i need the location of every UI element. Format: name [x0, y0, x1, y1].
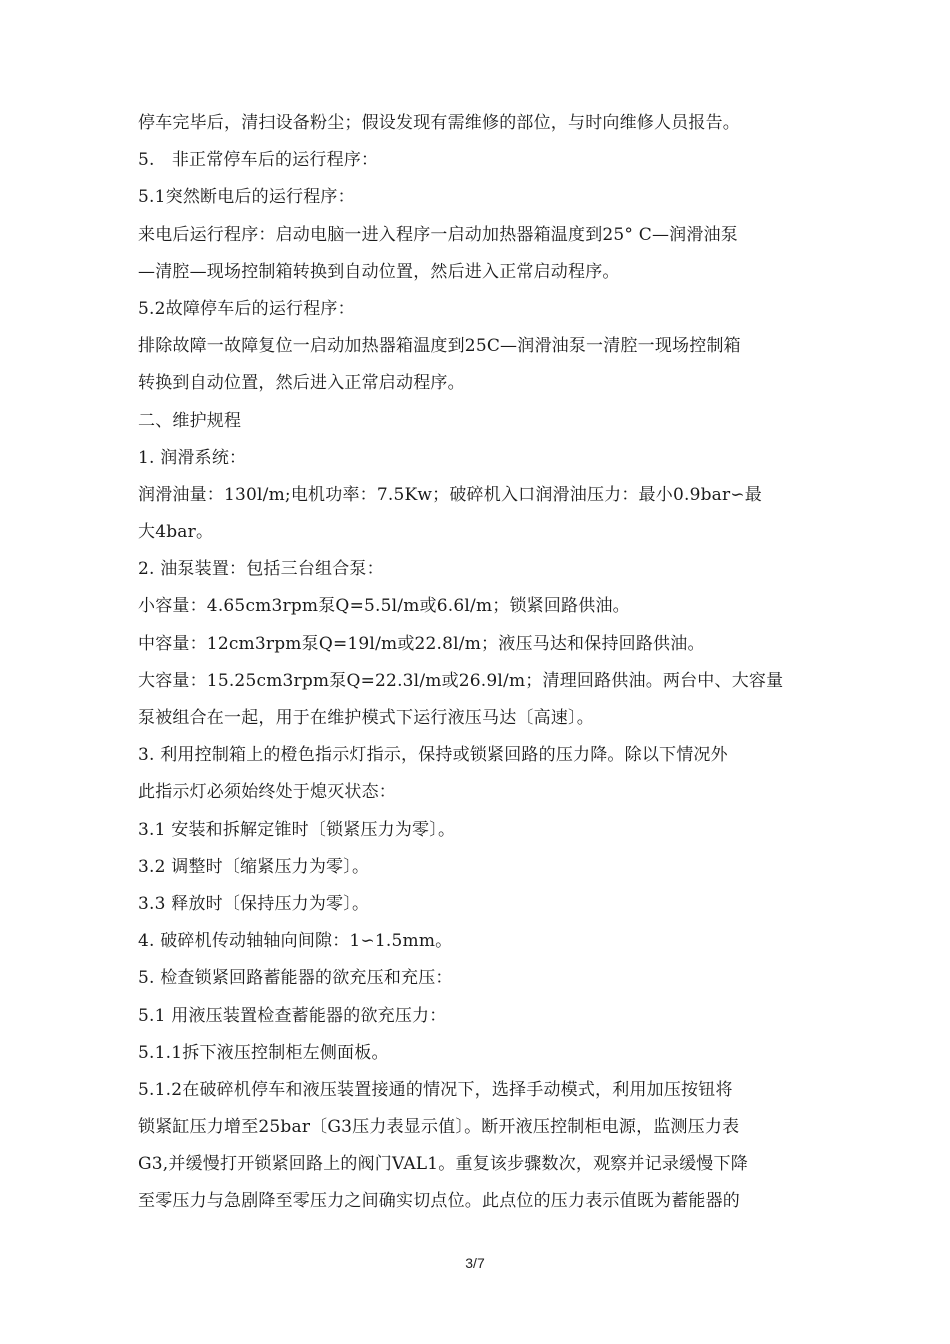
text-line: 1. 润滑系统： [138, 447, 247, 468]
text-line: —清腔—现场控制箱转换到自动位置，然后进入正常启动程序。 [138, 261, 620, 282]
text-line: 润滑油量：130l/m;电机功率：7.5Kw；破碎机入口润滑油压力：最小0.9bar∽最 [138, 484, 762, 505]
text-line: 大4bar。 [138, 522, 214, 543]
page-number: 3/7 [465, 1255, 485, 1271]
text-line: 至零压力与急剧降至零压力之间确实切点位。此点位的压力表示值既为蓄能器的 [138, 1191, 740, 1212]
text-line: 转换到自动位置，然后进入正常启动程序。 [138, 373, 465, 394]
text-line: 3.2 调整时〔缩紧压力为零〕。 [138, 856, 370, 877]
text-line: 排除故障一故障复位一启动加热器箱温度到25C—润滑油泵一清腔一现场控制箱 [138, 336, 741, 357]
text-line: 3. 利用控制箱上的橙色指示灯指示，保持或锁紧回路的压力降。除以下情况外 [138, 745, 728, 766]
text-line: 5.1突然断电后的运行程序： [138, 187, 355, 208]
text-line: 泵被组合在一起，用于在维护模式下运行液压马达〔高速〕。 [138, 708, 594, 728]
text-line: 3.3 释放时〔保持压力为零〕。 [138, 893, 370, 914]
text-line: 2. 油泵装置：包括三台组合泵： [138, 559, 384, 580]
text-line: 小容量：4.65cm3rpm泵Q=5.5l/m或6.6l/m；锁紧回路供油。 [138, 596, 630, 617]
text-line: 3.1 安装和拆解定锥时〔锁紧压力为零〕。 [138, 819, 456, 840]
text-line: 停车完毕后，清扫设备粉尘；假设发现有需维修的部位，与时向维修人员报告。 [138, 113, 740, 133]
text-line: 此指示灯必须始终处于熄灭状态： [138, 782, 396, 803]
text-line: 锁紧缸压力增至25bar〔G3压力表显示值〕。断开液压控制柜电源，监测压力表 [138, 1117, 740, 1138]
text-line: 来电后运行程序：启动电脑一进入程序一启动加热器箱温度到25° C—润滑油泵 [138, 224, 738, 245]
text-line: 5.1 用液压装置检查蓄能器的欲充压力： [138, 1005, 447, 1026]
text-line: 5.2故障停车后的运行程序： [138, 298, 355, 319]
text-line: 中容量：12cm3rpm泵Q=19l/m或22.8l/m；液压马达和保持回路供油。 [138, 633, 705, 654]
text-line: 5.1.2在破碎机停车和液压装置接通的情况下，选择手动模式，利用加压按钮将 [138, 1079, 733, 1100]
document-body [138, 105, 818, 1221]
section-heading: 二、维护规程 [138, 410, 242, 431]
text-line: 5. 非正常停车后的运行程序： [138, 150, 379, 171]
text-line: 5. 检查锁紧回路蓄能器的欲充压和充压： [138, 968, 453, 989]
text-line: 大容量：15.25cm3rpm泵Q=22.3l/m或26.9l/m；清理回路供油。两台中、大容量 [138, 670, 784, 691]
text-line: 5.1.1拆下液压控制柜左侧面板。 [138, 1042, 389, 1063]
text-line: 4. 破碎机传动轴轴向间隙：1∽1.5mm。 [138, 931, 453, 952]
text-line: G3,并缓慢打开锁紧回路上的阀门VAL1。重复该步骤数次，观察并记录缓慢下降 [138, 1154, 748, 1175]
